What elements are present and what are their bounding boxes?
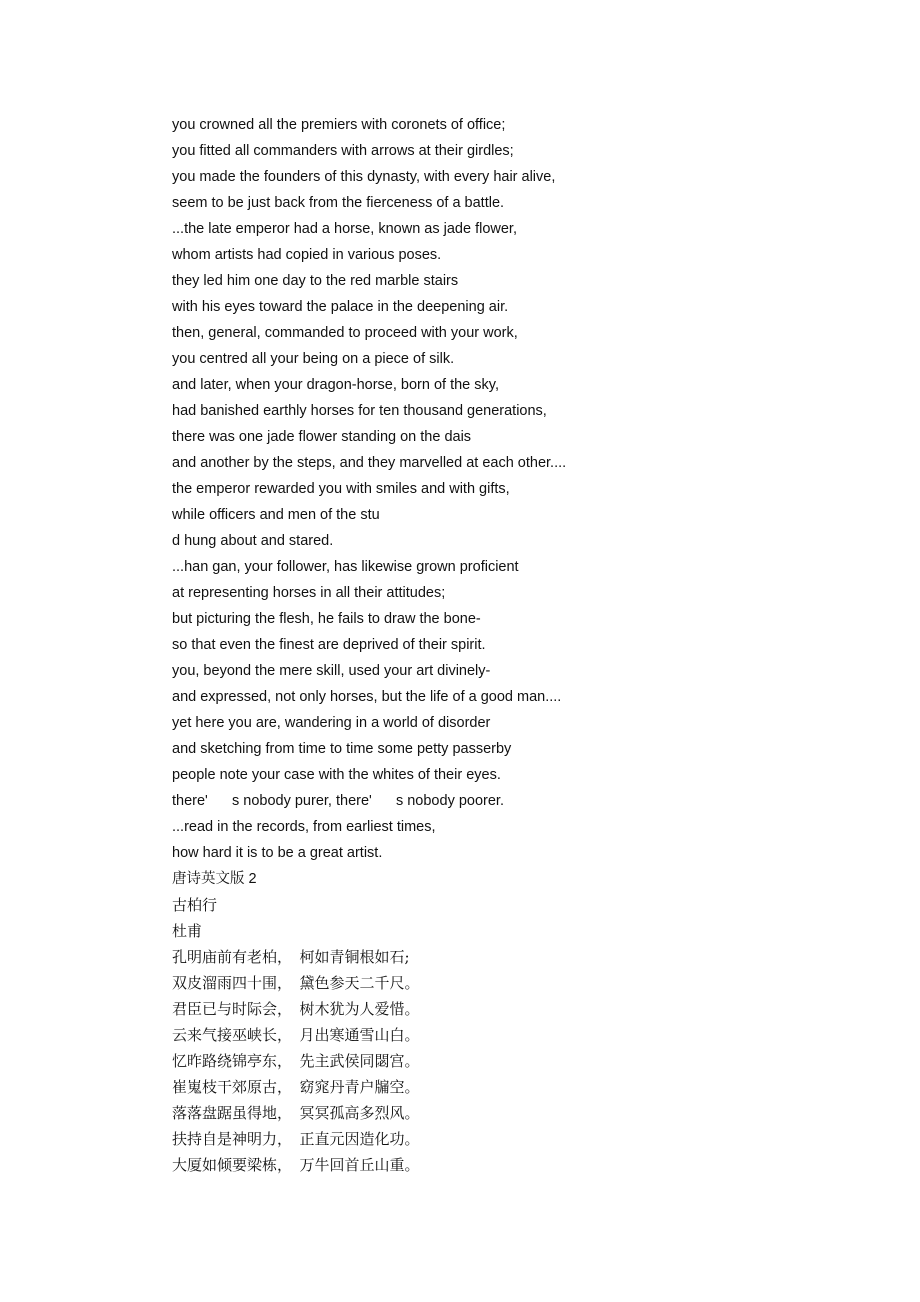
text-line: ...read in the records, from earliest times, bbox=[172, 819, 436, 835]
text-line: then, general, commanded to proceed with your work, bbox=[172, 325, 518, 341]
text-line: and sketching from time to time some petty passerby bbox=[172, 741, 512, 757]
text-line: and expressed, not only horses, but the life of a good man.... bbox=[172, 689, 562, 705]
poem-title: 古柏行 bbox=[172, 896, 218, 914]
text-line: you fitted all commanders with arrows at their girdles; bbox=[172, 143, 514, 159]
text-line: you centred all your being on a piece of silk. bbox=[172, 351, 455, 367]
poem-line: 孔明庙前有老柏， 柯如青铜根如石; bbox=[172, 948, 410, 966]
text-line: seem to be just back from the fierceness of a battle. bbox=[172, 195, 505, 211]
text-line: they led him one day to the red marble stairs bbox=[172, 273, 459, 289]
text-line: there was one jade flower standing on the dais bbox=[172, 429, 472, 445]
text-line: while officers and men of the stu bbox=[172, 507, 380, 523]
poem-line: 落落盘踞虽得地， 冥冥孤高多烈风。 bbox=[172, 1104, 420, 1122]
text-line: at representing horses in all their attitudes; bbox=[172, 585, 446, 601]
poem-body bbox=[172, 944, 872, 1178]
text-line: whom artists had copied in various poses. bbox=[172, 247, 442, 263]
text-line: ...the late emperor had a horse, known as jade flower, bbox=[172, 221, 517, 237]
text-line: yet here you are, wandering in a world of disorder bbox=[172, 715, 491, 731]
text-line: with his eyes toward the palace in the deepening air. bbox=[172, 299, 509, 315]
poem-line: 君臣已与时际会， 树木犹为人爱惜。 bbox=[172, 1000, 420, 1018]
document-body bbox=[172, 112, 872, 1178]
section-heading: 唐诗英文版 2 bbox=[172, 871, 257, 887]
poem-line: 崔嵬枝干郊原古， 窈窕丹青户牖空。 bbox=[172, 1078, 420, 1096]
text-line: ...han gan, your follower, has likewise grown proficient bbox=[172, 559, 519, 575]
text-line: you, beyond the mere skill, used your art divinely- bbox=[172, 663, 491, 679]
text-line: you crowned all the premiers with coronets of office; bbox=[172, 117, 506, 133]
text-line: d hung about and stared. bbox=[172, 533, 334, 549]
poem-author: 杜甫 bbox=[172, 922, 203, 940]
poem-line: 扶持自是神明力， 正直元因造化功。 bbox=[172, 1130, 420, 1148]
text-line: the emperor rewarded you with smiles and with gifts, bbox=[172, 481, 510, 497]
text-line: but picturing the flesh, he fails to draw the bone- bbox=[172, 611, 481, 627]
text-line: and another by the steps, and they marvelled at each other.... bbox=[172, 455, 567, 471]
text-line: how hard it is to be a great artist. bbox=[172, 845, 383, 861]
text-line: so that even the finest are deprived of their spirit. bbox=[172, 637, 486, 653]
poem-line: 双皮溜雨四十围， 黛色参天二千尺。 bbox=[172, 974, 420, 992]
text-line: had banished earthly horses for ten thousand generations, bbox=[172, 403, 547, 419]
poem-line: 云来气接巫峡长， 月出寒通雪山白。 bbox=[172, 1026, 420, 1044]
text-line: and later, when your dragon-horse, born of the sky, bbox=[172, 377, 499, 393]
text-line: you made the founders of this dynasty, with every hair alive, bbox=[172, 169, 556, 185]
text-line: people note your case with the whites of their eyes. bbox=[172, 767, 501, 783]
text-line: there' s nobody purer, there' s nobody poorer. bbox=[172, 793, 504, 809]
poem-line: 大厦如倾要梁栋， 万牛回首丘山重。 bbox=[172, 1156, 420, 1174]
poem-line: 忆昨路绕锦亭东， 先主武侯同閟宫。 bbox=[172, 1052, 420, 1070]
english-translation bbox=[172, 112, 872, 866]
